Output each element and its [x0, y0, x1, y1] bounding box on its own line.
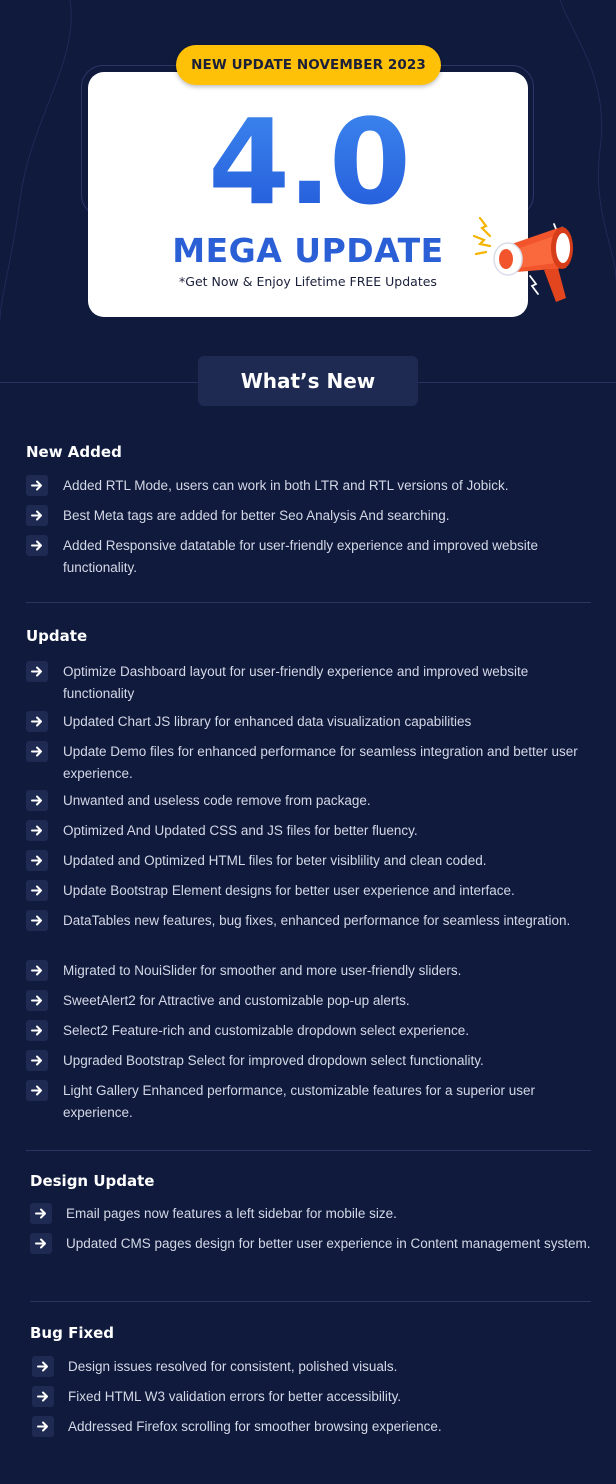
list-item [26, 880, 593, 902]
arrow-right-icon [26, 960, 48, 981]
hero-tagline: *Get Now & Enjoy Lifetime FREE Updates [179, 274, 437, 289]
section-new-added [26, 442, 122, 462]
arrow-right-icon [26, 535, 48, 556]
list-item-text: Updated CMS pages design for better user experience in Content management system. [66, 1236, 591, 1251]
list-item-text: Optimize Dashboard layout for user-friendly experience and improved website functionality [63, 664, 529, 701]
whats-new-heading: What’s New [198, 356, 418, 406]
list-item-text: Updated and Optimized HTML files for beter visiblility and clean coded. [63, 853, 487, 868]
list-item [32, 1416, 588, 1438]
arrow-right-icon [26, 820, 48, 841]
list-item [26, 711, 593, 733]
list-item [26, 1080, 593, 1124]
arrow-right-icon [26, 1050, 48, 1071]
list-item [26, 960, 593, 982]
section-design-update [30, 1171, 154, 1191]
section-divider [30, 1301, 591, 1302]
list-item [26, 535, 593, 579]
version-number: 4.0 [88, 92, 528, 232]
update-date-badge: NEW UPDATE NOVEMBER 2023 [176, 45, 441, 85]
list-item-text: Added RTL Mode, users can work in both LTR and RTL versions of Jobick. [63, 478, 509, 493]
arrow-right-icon [26, 741, 48, 762]
section-divider [26, 1150, 591, 1151]
list-item [26, 505, 593, 527]
arrow-right-icon [30, 1233, 52, 1254]
list-item-text: Migrated to NouiSlider for smoother and more user-friendly sliders. [63, 963, 462, 978]
list-item-text: Design issues resolved for consistent, polished visuals. [68, 1359, 398, 1374]
arrow-right-icon [26, 1020, 48, 1041]
list-item-text: Addressed Firefox scrolling for smoother browsing experience. [68, 1419, 442, 1434]
section-divider [26, 602, 591, 603]
list-item-text: Light Gallery Enhanced performance, customizable features for a superior user experience. [63, 1083, 535, 1120]
section-update [26, 626, 87, 646]
arrow-right-icon [26, 1080, 48, 1101]
list-item [30, 1203, 594, 1225]
arrow-right-icon [26, 505, 48, 526]
list-item [26, 990, 593, 1012]
list-item [30, 1233, 594, 1255]
arrow-right-icon [32, 1386, 54, 1407]
mega-update-headline: MEGA UPDATE [172, 231, 444, 270]
list-item-text: Unwanted and useless code remove from package. [63, 793, 371, 808]
list-item-text: Best Meta tags are added for better Seo Analysis And searching. [63, 508, 450, 523]
list-item [26, 1050, 593, 1072]
list-item [26, 741, 593, 785]
arrow-right-icon [26, 910, 48, 931]
arrow-right-icon [32, 1356, 54, 1377]
list-item [26, 475, 593, 497]
list-item-text: Fixed HTML W3 validation errors for better accessibility. [68, 1389, 402, 1404]
megaphone-icon [466, 206, 586, 312]
list-item-text: Upgraded Bootstrap Select for improved dropdown select functionality. [63, 1053, 484, 1068]
list-item-text: Select2 Feature-rich and customizable dropdown select experience. [63, 1023, 469, 1038]
list-item-text: Added Responsive datatable for user-friendly experience and improved website functionality. [63, 538, 539, 575]
arrow-right-icon [26, 790, 48, 811]
list-item [26, 790, 593, 812]
list-item-text: DataTables new features, bug fixes, enhanced performance for seamless integration. [63, 913, 571, 928]
list-item-text: Optimized And Updated CSS and JS files for better fluency. [63, 823, 418, 838]
list-item [32, 1386, 588, 1408]
list-item-text: SweetAlert2 for Attractive and customizable pop-up alerts. [63, 993, 410, 1008]
arrow-right-icon [32, 1416, 54, 1437]
list-item [26, 820, 593, 842]
list-item-text: Email pages now features a left sidebar for mobile size. [66, 1206, 397, 1221]
list-item [32, 1356, 588, 1378]
section-title: Update [26, 627, 88, 645]
section-title: New Added [26, 443, 122, 461]
list-item [26, 850, 593, 872]
list-item-text: Update Demo files for enhanced performance for seamless integration and better user experience. [63, 744, 578, 781]
arrow-right-icon [26, 990, 48, 1011]
arrow-right-icon [26, 661, 48, 682]
arrow-right-icon [26, 711, 48, 732]
section-title: Design Update [30, 1172, 155, 1190]
section-bug-fixed [30, 1323, 114, 1343]
arrow-right-icon [30, 1203, 52, 1224]
list-item [26, 1020, 593, 1042]
arrow-right-icon [26, 850, 48, 871]
section-title: Bug Fixed [30, 1324, 115, 1342]
arrow-right-icon [26, 880, 48, 901]
list-item-text: Updated Chart JS library for enhanced data visualization capabilities [63, 714, 472, 729]
list-item-text: Update Bootstrap Element designs for better user experience and interface. [63, 883, 515, 898]
list-item [26, 910, 593, 932]
arrow-right-icon [26, 475, 48, 496]
list-item [26, 661, 593, 705]
